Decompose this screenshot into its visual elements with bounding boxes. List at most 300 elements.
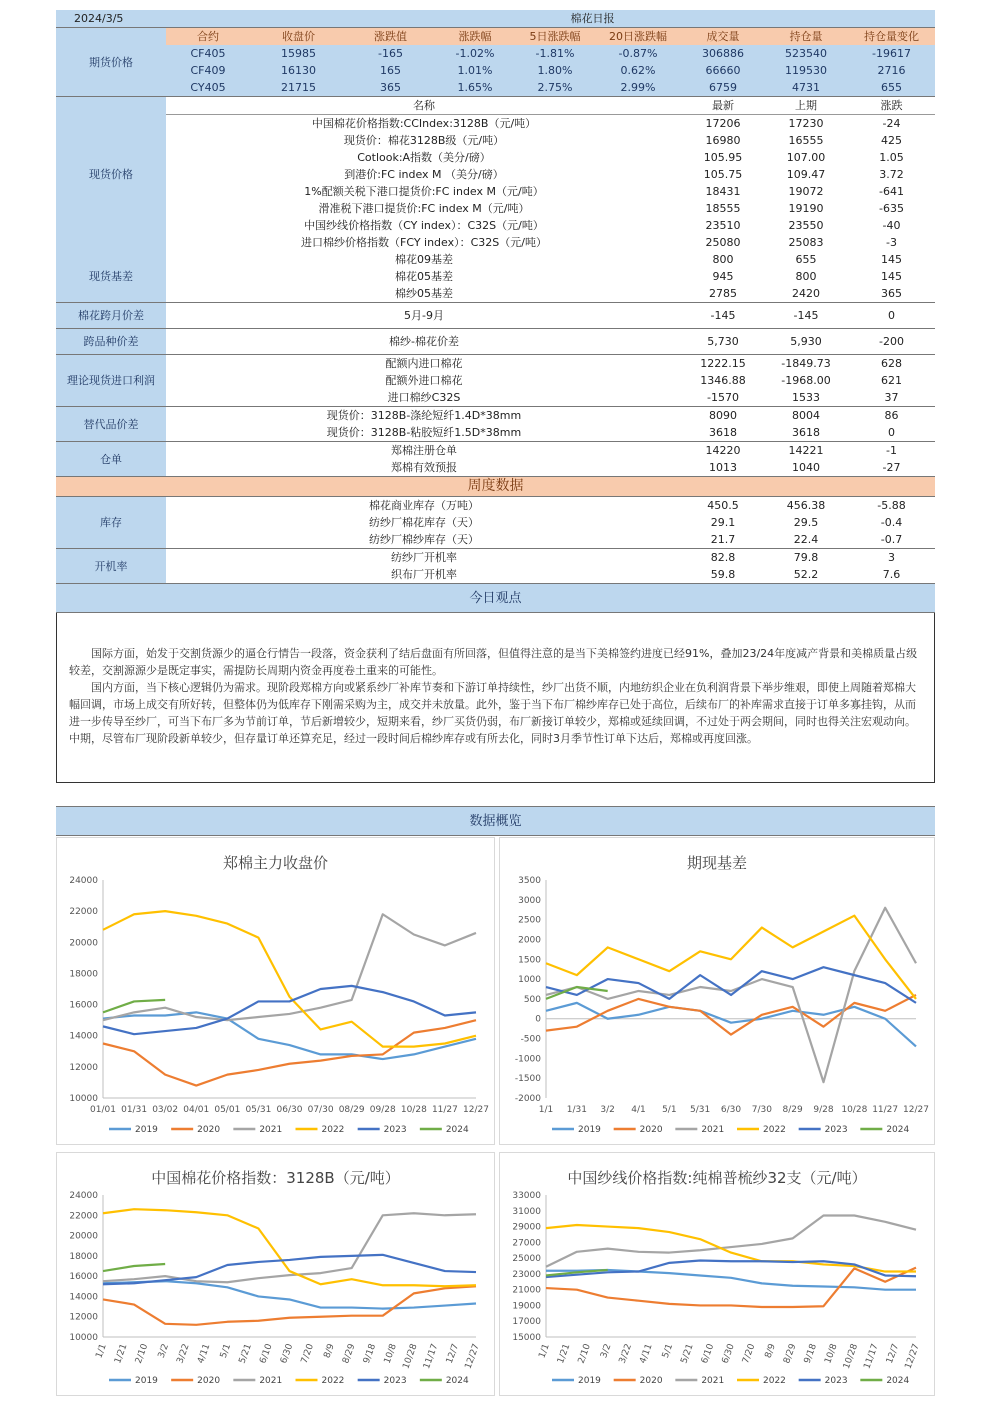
import-profit-row bbox=[56, 355, 935, 373]
series-line-2019 bbox=[103, 1012, 476, 1059]
basis-row bbox=[56, 285, 935, 303]
column-header: 涨跌 bbox=[848, 97, 935, 115]
change-value: 37 bbox=[884, 391, 899, 404]
legend-label: 2021 bbox=[701, 1125, 725, 1135]
x-tick-label: 12/27 bbox=[463, 1342, 482, 1371]
futures-row bbox=[56, 45, 935, 62]
latest-value: 59.8 bbox=[710, 568, 736, 581]
x-tick-label: 03/02 bbox=[152, 1105, 179, 1115]
y-tick-label: 1500 bbox=[518, 955, 541, 966]
operating-row bbox=[56, 566, 935, 583]
x-tick-label: 5/1 bbox=[218, 1342, 234, 1360]
y-tick-label: -2000 bbox=[514, 1094, 541, 1104]
latest-value: 105.95 bbox=[703, 151, 743, 164]
item-name: Cotlook:A指数（美分/磅） bbox=[357, 151, 491, 164]
chart-yarn-index bbox=[499, 1152, 935, 1396]
futures-cell: 165 bbox=[347, 62, 434, 79]
report-body bbox=[56, 10, 935, 583]
x-tick-label: 12/27 bbox=[903, 1105, 929, 1115]
series-line-2020 bbox=[546, 995, 916, 1035]
futures-cell: -165 bbox=[347, 45, 434, 62]
x-tick-label: 3/2 bbox=[600, 1105, 615, 1115]
y-tick-label: 20000 bbox=[69, 1231, 98, 1242]
column-header: 5日涨跌幅 bbox=[516, 28, 594, 46]
x-tick-label: 2/10 bbox=[133, 1342, 151, 1366]
x-tick-label: 5/31 bbox=[690, 1105, 711, 1115]
x-tick-label: 5/1 bbox=[660, 1342, 676, 1360]
legend-label: 2019 bbox=[578, 1125, 601, 1135]
futures-cell: -1.81% bbox=[516, 45, 594, 62]
section-label: 仓单 bbox=[56, 442, 166, 477]
previous-value: 2420 bbox=[792, 287, 820, 300]
legend-label: 2024 bbox=[445, 1376, 469, 1386]
latest-value: 18555 bbox=[705, 202, 741, 215]
x-tick-label: 8/29 bbox=[341, 1342, 358, 1366]
chart-svg bbox=[57, 1153, 494, 1395]
item-name: 棉纱05基差 bbox=[395, 287, 453, 300]
legend-label: 2021 bbox=[259, 1376, 283, 1386]
item-name: 配额内进口棉花 bbox=[385, 357, 463, 370]
previous-value: 3618 bbox=[792, 426, 820, 439]
overview-banner: 数据概览 bbox=[56, 806, 935, 836]
item-name: 进口棉纱C32S bbox=[387, 391, 461, 404]
x-tick-label: 3/22 bbox=[175, 1342, 192, 1366]
previous-value: 19072 bbox=[788, 185, 824, 198]
report-table bbox=[56, 10, 935, 583]
previous-value: -1968.00 bbox=[781, 374, 831, 387]
futures-cell: 365 bbox=[347, 79, 434, 97]
x-tick-label: 4/1 bbox=[631, 1105, 646, 1115]
latest-value: 21.7 bbox=[710, 533, 736, 546]
x-tick-label: 12/27 bbox=[463, 1105, 489, 1115]
operating-row bbox=[56, 549, 935, 567]
previous-value: 1533 bbox=[792, 391, 820, 404]
item-name: 棉花商业库存（万吨） bbox=[369, 499, 479, 512]
column-header: 持仓量变化 bbox=[848, 28, 935, 46]
previous-value: 29.5 bbox=[793, 516, 819, 529]
previous-value: 456.38 bbox=[786, 499, 826, 512]
legend-label: 2022 bbox=[763, 1125, 786, 1135]
legend-label: 2023 bbox=[824, 1376, 848, 1386]
opinion-banner: 今日观点 bbox=[56, 583, 935, 613]
previous-value: 19190 bbox=[788, 202, 824, 215]
previous-value: 14221 bbox=[788, 444, 824, 457]
opinion-paragraph-intl: 国际方面，始发于交割货源少的逼仓行情告一段落，资金获利了结后盘面有所回落，但值得注意的是当下美棉签约进度已经91%，叠加23/24年度减产背景和美棉质量占级较差，交割源源少是既定事实，需提防长周期内资金再度卷土重来的可能性。 bbox=[69, 647, 918, 677]
y-tick-label: 23000 bbox=[512, 1269, 541, 1280]
previous-value: 22.4 bbox=[793, 533, 819, 546]
futures-cell: 6759 bbox=[682, 79, 764, 97]
basis-row bbox=[56, 251, 935, 268]
section-label: 替代品价差 bbox=[56, 407, 166, 442]
warehouse-row bbox=[56, 459, 935, 477]
change-value: 365 bbox=[881, 287, 902, 300]
item-name: 纺纱厂棉纱库存（天） bbox=[369, 533, 479, 546]
previous-value: 25083 bbox=[788, 236, 824, 249]
previous-value: 109.47 bbox=[786, 168, 826, 181]
x-tick-label: 8/9 bbox=[763, 1342, 778, 1360]
previous-value: 800 bbox=[795, 270, 817, 283]
chart-svg bbox=[57, 838, 494, 1144]
y-tick-label: 27000 bbox=[512, 1238, 541, 1249]
change-value: -27 bbox=[882, 461, 901, 474]
x-tick-label: 11/17 bbox=[862, 1342, 881, 1371]
futures-cell: -1.02% bbox=[434, 45, 516, 62]
futures-cell: 2.99% bbox=[594, 79, 682, 97]
change-value: 145 bbox=[881, 253, 902, 266]
previous-value: -1849.73 bbox=[781, 357, 831, 370]
legend-label: 2022 bbox=[321, 1376, 345, 1386]
futures-cell: CF405 bbox=[166, 45, 250, 62]
futures-cell: 66660 bbox=[682, 62, 764, 79]
x-tick-label: 10/28 bbox=[841, 1105, 868, 1115]
y-tick-label: 12000 bbox=[69, 1062, 98, 1073]
latest-value: -1570 bbox=[707, 391, 739, 404]
change-value: -200 bbox=[879, 335, 904, 348]
y-tick-label: 14000 bbox=[69, 1292, 98, 1303]
latest-value: 945 bbox=[712, 270, 734, 283]
y-tick-label: 17000 bbox=[512, 1317, 541, 1328]
series-line-2024 bbox=[103, 1000, 165, 1012]
column-header: 涨跌幅 bbox=[434, 28, 516, 46]
previous-value: 107.00 bbox=[786, 151, 826, 164]
x-tick-label: 6/10 bbox=[699, 1342, 717, 1366]
item-name: 中国纱线价格指数（CY index）：C32S（元/吨） bbox=[304, 219, 544, 232]
report-page bbox=[56, 10, 935, 783]
legend-label: 2024 bbox=[886, 1376, 910, 1386]
y-tick-label: 29000 bbox=[512, 1222, 541, 1233]
futures-cell: 16130 bbox=[250, 62, 347, 79]
y-tick-label: 16000 bbox=[69, 1272, 98, 1283]
futures-cell: 523540 bbox=[764, 45, 848, 62]
latest-value: 17206 bbox=[705, 117, 741, 130]
spot-row bbox=[56, 166, 935, 183]
inventory-row bbox=[56, 531, 935, 549]
legend-label: 2024 bbox=[886, 1125, 910, 1135]
chart-zheng-cotton-close bbox=[56, 837, 495, 1145]
change-value: 3 bbox=[888, 551, 895, 564]
latest-value: 18431 bbox=[705, 185, 741, 198]
item-name: 进口棉纱价格指数（FCY index）：C32S（元/吨） bbox=[301, 236, 547, 249]
item-name: 5月-9月 bbox=[404, 309, 444, 322]
legend-label: 2023 bbox=[383, 1125, 407, 1135]
latest-value: 25080 bbox=[705, 236, 741, 249]
futures-cell: 21715 bbox=[250, 79, 347, 97]
legend-label: 2023 bbox=[383, 1376, 407, 1386]
spot-row bbox=[56, 217, 935, 234]
x-tick-label: 5/21 bbox=[237, 1342, 254, 1366]
column-header: 上期 bbox=[764, 97, 848, 115]
series-line-2020 bbox=[103, 1286, 476, 1325]
y-tick-label: 18000 bbox=[69, 969, 98, 980]
column-header: 20日涨跌幅 bbox=[594, 28, 682, 46]
change-value: 425 bbox=[881, 134, 902, 147]
latest-value: 1346.88 bbox=[700, 374, 746, 387]
report-title: 棉花日报 bbox=[250, 10, 935, 28]
x-tick-label: 3/2 bbox=[156, 1342, 171, 1360]
column-header: 成交量 bbox=[682, 28, 764, 46]
x-tick-label: 1/1 bbox=[538, 1105, 554, 1115]
previous-value: 8004 bbox=[792, 409, 820, 422]
change-value: -3 bbox=[886, 236, 897, 249]
item-name: 滑准税下港口提货价:FC index M（元/吨） bbox=[318, 202, 530, 215]
x-tick-label: 4/11 bbox=[638, 1342, 655, 1366]
y-tick-label: 18000 bbox=[69, 1251, 98, 1262]
y-tick-label: 15000 bbox=[512, 1333, 541, 1343]
column-header: 涨跌值 bbox=[347, 28, 434, 46]
futures-cell: -19617 bbox=[848, 45, 935, 62]
change-value: 86 bbox=[884, 409, 899, 422]
previous-value: 23550 bbox=[788, 219, 824, 232]
x-tick-label: 8/9 bbox=[322, 1342, 337, 1360]
x-tick-label: 10/28 bbox=[400, 1105, 427, 1115]
x-tick-label: 3/22 bbox=[617, 1342, 635, 1366]
item-name: 中国棉花价格指数:CCIndex:3128B（元/吨） bbox=[311, 117, 537, 130]
futures-header-row bbox=[56, 28, 935, 46]
x-tick-label: 05/31 bbox=[245, 1105, 272, 1115]
series-line-2023 bbox=[103, 986, 476, 1034]
legend-label: 2019 bbox=[578, 1376, 601, 1386]
futures-cell: CY405 bbox=[166, 79, 250, 97]
x-tick-label: 11/27 bbox=[872, 1105, 899, 1115]
legend-label: 2020 bbox=[197, 1376, 221, 1386]
x-tick-label: 01/01 bbox=[90, 1105, 116, 1115]
y-tick-label: 500 bbox=[523, 994, 541, 1005]
x-tick-label: 1/1 bbox=[537, 1342, 552, 1360]
chart-svg bbox=[500, 838, 934, 1144]
item-name: 现货价：3128B-粘胶短纤1.5D*38mm bbox=[326, 426, 522, 439]
x-tick-label: 5/1 bbox=[662, 1105, 677, 1115]
item-name: 织布厂开机率 bbox=[391, 568, 457, 581]
chart-cotton-index bbox=[56, 1152, 495, 1396]
x-tick-label: 6/30 bbox=[279, 1342, 296, 1366]
futures-cell: -0.87% bbox=[594, 45, 682, 62]
inventory-row bbox=[56, 514, 935, 531]
y-tick-label: -500 bbox=[520, 1034, 541, 1045]
opinion-paragraph-domestic: 国内方面，当下核心逻辑仍为需求。现阶段郑棉方向或紧系纱厂补库节奏和下游订单持续性，纱厂出货不顺，内地纺织企业在负利润背景下举步维艰，即使上周随着郑棉大幅回调，市场上成交有所好转，但整体仍为低库存下刚需采购为主，成交并未放量。此外，鉴于当下布厂棉纱库存已处于高位，后续布厂的补库需求直接于订单多寡挂钩，从而进一步传导至纱厂，可当下布厂多为节前订单，节后新增较少，短期来看，纱厂买货仍弱，布厂新接订单较少，郑棉或延续回调，不过处于两会期间，同时也得关注宏观动向。中期，尽管布厂现阶段新单较少，但存量订单还算充足，经过一段时间后棉纱库存或有所去化，同时3月季节性订单下达后，郑棉或再度回涨。 bbox=[69, 681, 916, 745]
item-name: 郑棉注册仓单 bbox=[391, 444, 457, 457]
change-value: 1.05 bbox=[879, 151, 904, 164]
item-name: 到港价:FC index M （美分/磅） bbox=[344, 168, 504, 181]
section-label: 跨品种价差 bbox=[56, 329, 166, 355]
previous-value: 5,930 bbox=[790, 335, 822, 348]
latest-value: 23510 bbox=[705, 219, 741, 232]
y-tick-label: 24000 bbox=[69, 876, 98, 886]
futures-cell: 1.80% bbox=[516, 62, 594, 79]
import-profit-row bbox=[56, 372, 935, 389]
legend-label: 2019 bbox=[135, 1125, 158, 1135]
legend-label: 2020 bbox=[197, 1125, 221, 1135]
y-tick-label: 20000 bbox=[69, 938, 98, 949]
previous-value: 79.8 bbox=[793, 551, 819, 564]
item-name: 郑棉有效预报 bbox=[391, 461, 457, 474]
change-value: 145 bbox=[881, 270, 902, 283]
x-tick-label: 1/31 bbox=[566, 1105, 587, 1115]
spot-row bbox=[56, 132, 935, 149]
legend-label: 2022 bbox=[321, 1125, 345, 1135]
legend-label: 2021 bbox=[701, 1376, 725, 1386]
section-label: 现货基差 bbox=[56, 251, 166, 303]
x-tick-label: 8/29 bbox=[782, 1342, 799, 1366]
section-label-cell: 现货价格 bbox=[56, 97, 166, 252]
chart-title: 中国棉花价格指数：3128B（元/吨） bbox=[151, 1169, 400, 1187]
y-tick-label: 3000 bbox=[518, 895, 541, 906]
x-tick-label: 10/8 bbox=[382, 1342, 399, 1366]
x-tick-label: 9/18 bbox=[802, 1342, 820, 1366]
spot-row bbox=[56, 234, 935, 251]
change-value: -635 bbox=[879, 202, 904, 215]
legend-label: 2023 bbox=[824, 1125, 848, 1135]
latest-value: 82.8 bbox=[710, 551, 736, 564]
opinion-text bbox=[56, 613, 935, 783]
latest-value: 800 bbox=[712, 253, 734, 266]
x-tick-label: 01/31 bbox=[121, 1105, 148, 1115]
y-tick-label: 10000 bbox=[69, 1333, 98, 1343]
spot-row bbox=[56, 200, 935, 217]
x-tick-label: 6/30 bbox=[720, 1342, 737, 1366]
item-name: 配额外进口棉花 bbox=[385, 374, 463, 387]
item-name: 棉花09基差 bbox=[395, 253, 453, 266]
x-tick-label: 7/30 bbox=[751, 1105, 772, 1115]
section-label: 开机率 bbox=[56, 549, 166, 584]
substitute-row bbox=[56, 424, 935, 442]
x-tick-label: 7/20 bbox=[741, 1342, 758, 1366]
y-tick-label: 10000 bbox=[69, 1094, 98, 1104]
warehouse-row bbox=[56, 442, 935, 460]
basis-row bbox=[56, 268, 935, 285]
item-name: 棉纱-棉花价差 bbox=[389, 335, 459, 348]
section-label: 棉花跨月价差 bbox=[56, 303, 166, 329]
x-tick-label: 8/29 bbox=[782, 1105, 803, 1115]
change-value: -40 bbox=[882, 219, 901, 232]
column-header: 持仓量 bbox=[764, 28, 848, 46]
item-name: 1%配额关税下港口提货价:FC index M（元/吨） bbox=[304, 185, 544, 198]
calendar-spread-row bbox=[56, 303, 935, 329]
latest-value: 105.75 bbox=[703, 168, 743, 181]
inventory-row bbox=[56, 497, 935, 515]
x-tick-label: 6/10 bbox=[258, 1342, 275, 1366]
section-label: 理论现货进口利润 bbox=[56, 355, 166, 407]
x-tick-label: 9/18 bbox=[361, 1342, 379, 1366]
y-tick-label: 0 bbox=[535, 1014, 541, 1025]
substitute-row bbox=[56, 407, 935, 425]
latest-value: 3618 bbox=[709, 426, 737, 439]
x-tick-label: 1/21 bbox=[556, 1342, 573, 1366]
x-tick-label: 3/2 bbox=[599, 1342, 614, 1360]
change-value: -1 bbox=[886, 444, 897, 457]
y-tick-label: 24000 bbox=[69, 1191, 98, 1201]
x-tick-label: 09/28 bbox=[369, 1105, 396, 1115]
chart-title: 期现基差 bbox=[686, 854, 747, 872]
change-value: 621 bbox=[881, 374, 902, 387]
latest-value: -145 bbox=[710, 309, 736, 322]
change-value: -0.4 bbox=[880, 516, 903, 529]
item-name: 现货价：棉花3128B级（元/吨） bbox=[343, 134, 505, 147]
y-tick-label: 21000 bbox=[512, 1285, 541, 1296]
spot-row bbox=[56, 115, 935, 133]
chart-title: 郑棉主力收盘价 bbox=[222, 854, 328, 872]
y-tick-label: 19000 bbox=[512, 1301, 541, 1312]
previous-value: 16555 bbox=[788, 134, 824, 147]
previous-value: 17230 bbox=[788, 117, 824, 130]
legend-label: 2021 bbox=[259, 1125, 283, 1135]
x-tick-label: 7/20 bbox=[299, 1342, 317, 1366]
y-tick-label: -1000 bbox=[514, 1054, 541, 1065]
x-tick-label: 10/28 bbox=[841, 1342, 861, 1371]
x-tick-label: 11/17 bbox=[422, 1342, 441, 1371]
legend-label: 2024 bbox=[445, 1125, 469, 1135]
item-name: 棉花05基差 bbox=[395, 270, 453, 283]
latest-value: 8090 bbox=[709, 409, 737, 422]
y-tick-label: 14000 bbox=[69, 1031, 98, 1042]
y-tick-label: 25000 bbox=[512, 1254, 541, 1265]
previous-value: 52.2 bbox=[793, 568, 819, 581]
change-value: 7.6 bbox=[882, 568, 901, 581]
change-value: 3.72 bbox=[879, 168, 904, 181]
y-tick-label: 22000 bbox=[69, 907, 98, 918]
previous-value: -145 bbox=[793, 309, 819, 322]
spot-row bbox=[56, 183, 935, 200]
latest-value: 450.5 bbox=[707, 499, 739, 512]
column-header: 收盘价 bbox=[250, 28, 347, 46]
y-tick-label: 22000 bbox=[69, 1211, 98, 1222]
futures-cell: 2716 bbox=[848, 62, 935, 79]
futures-cell: 119530 bbox=[764, 62, 848, 79]
previous-value: 1040 bbox=[792, 461, 820, 474]
futures-cell: 2.75% bbox=[516, 79, 594, 97]
series-line-2021 bbox=[546, 1216, 916, 1267]
x-tick-label: 07/30 bbox=[307, 1105, 334, 1115]
futures-cell: CF409 bbox=[166, 62, 250, 79]
futures-cell: 4731 bbox=[764, 79, 848, 97]
legend-label: 2019 bbox=[135, 1376, 158, 1386]
futures-cell: 306886 bbox=[682, 45, 764, 62]
x-tick-label: 2/10 bbox=[576, 1342, 593, 1366]
x-tick-label: 10/8 bbox=[823, 1342, 840, 1366]
change-value: -641 bbox=[879, 185, 904, 198]
column-header: 最新 bbox=[682, 97, 764, 115]
y-tick-label: 2500 bbox=[518, 915, 541, 926]
chart-svg bbox=[500, 1153, 934, 1395]
latest-value: 14220 bbox=[705, 444, 741, 457]
futures-cell: 1.01% bbox=[434, 62, 516, 79]
x-tick-label: 1/1 bbox=[94, 1342, 109, 1360]
latest-value: 16980 bbox=[705, 134, 741, 147]
x-tick-label: 12/27 bbox=[903, 1342, 922, 1371]
x-tick-label: 11/27 bbox=[431, 1105, 458, 1115]
latest-value: 1013 bbox=[709, 461, 737, 474]
latest-value: 29.1 bbox=[710, 516, 736, 529]
y-tick-label: 12000 bbox=[69, 1312, 98, 1323]
y-tick-label: 3500 bbox=[518, 876, 541, 886]
series-line-2019 bbox=[546, 1003, 916, 1047]
column-header: 合约 bbox=[166, 28, 250, 46]
item-name: 纺纱厂棉花库存（天） bbox=[369, 516, 479, 529]
series-line-2023 bbox=[546, 1260, 916, 1277]
futures-cell: 0.62% bbox=[594, 62, 682, 79]
latest-value: 1222.15 bbox=[700, 357, 746, 370]
x-tick-label: 08/29 bbox=[338, 1105, 365, 1115]
x-tick-label: 06/30 bbox=[276, 1105, 303, 1115]
legend-label: 2020 bbox=[639, 1376, 663, 1386]
y-tick-label: 16000 bbox=[69, 1000, 98, 1011]
y-tick-label: 1000 bbox=[518, 975, 541, 986]
change-value: 628 bbox=[881, 357, 902, 370]
column-header: 名称 bbox=[166, 97, 682, 115]
weekly-title: 周度数据 bbox=[56, 477, 935, 497]
change-value: 0 bbox=[888, 426, 895, 439]
y-tick-label: 33000 bbox=[512, 1191, 541, 1201]
x-tick-label: 1/21 bbox=[113, 1342, 130, 1366]
